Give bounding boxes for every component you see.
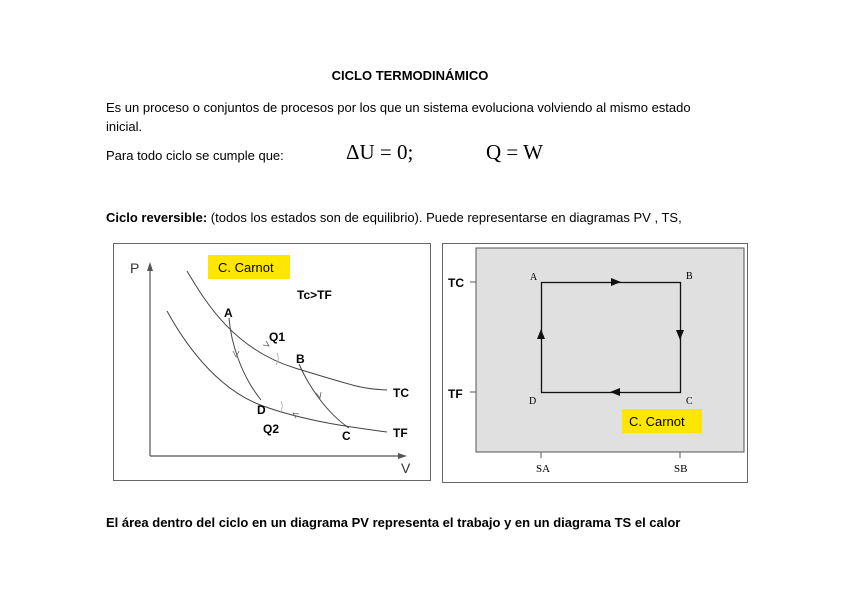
pv-point-d: D bbox=[257, 403, 266, 417]
ts-s-b-label: SB bbox=[674, 463, 688, 475]
ts-point-d: D bbox=[529, 396, 537, 407]
page-title: CICLO TERMODINÁMICO bbox=[331, 68, 489, 83]
pv-heat-in: Q1 bbox=[269, 330, 286, 344]
reversible-label: Ciclo reversible: bbox=[106, 210, 208, 225]
intro-paragraph: Es un proceso o conjuntos de procesos por los que un sistema evoluciona volviendo al mismo estado inicial. bbox=[106, 100, 691, 134]
pv-diagram bbox=[113, 243, 431, 481]
pv-point-b: B bbox=[296, 352, 305, 366]
ts-badge-label: C. Carnot bbox=[629, 414, 685, 429]
pv-badge-label: C. Carnot bbox=[218, 260, 274, 275]
reversible-paragraph bbox=[106, 210, 682, 225]
ts-point-c: C bbox=[686, 396, 693, 407]
pv-point-a: A bbox=[224, 306, 233, 320]
ts-point-a: A bbox=[530, 272, 538, 283]
ts-diagram bbox=[442, 243, 748, 483]
pv-iso-hot-label: TC bbox=[393, 386, 409, 400]
pv-axis-x-label: V bbox=[401, 460, 411, 476]
cycle-rule-label: Para todo ciclo se cumple que: bbox=[106, 148, 284, 163]
equation-heat-work: Q = W bbox=[486, 140, 543, 164]
pv-condition: Tc>TF bbox=[297, 288, 332, 302]
ts-t-cold-label: TF bbox=[448, 387, 463, 401]
ts-s-a-label: SA bbox=[536, 463, 551, 475]
pv-axis-y-label: P bbox=[130, 260, 140, 276]
ts-point-b: B bbox=[686, 271, 693, 282]
pv-heat-out: Q2 bbox=[263, 422, 280, 436]
pv-iso-cold-label: TF bbox=[393, 426, 408, 440]
pv-frame bbox=[114, 244, 431, 481]
pv-point-c: C bbox=[342, 429, 351, 443]
equation-energy: ΔU = 0; bbox=[346, 140, 414, 164]
conclusion: El área dentro del ciclo en un diagrama PV representa el trabajo y en un diagrama TS el calor bbox=[106, 515, 681, 530]
ts-area bbox=[476, 248, 744, 452]
ts-t-hot-label: TC bbox=[448, 276, 464, 290]
reversible-text: (todos los estados son de equilibrio). Puede representarse en diagramas PV , TS, bbox=[207, 210, 682, 225]
